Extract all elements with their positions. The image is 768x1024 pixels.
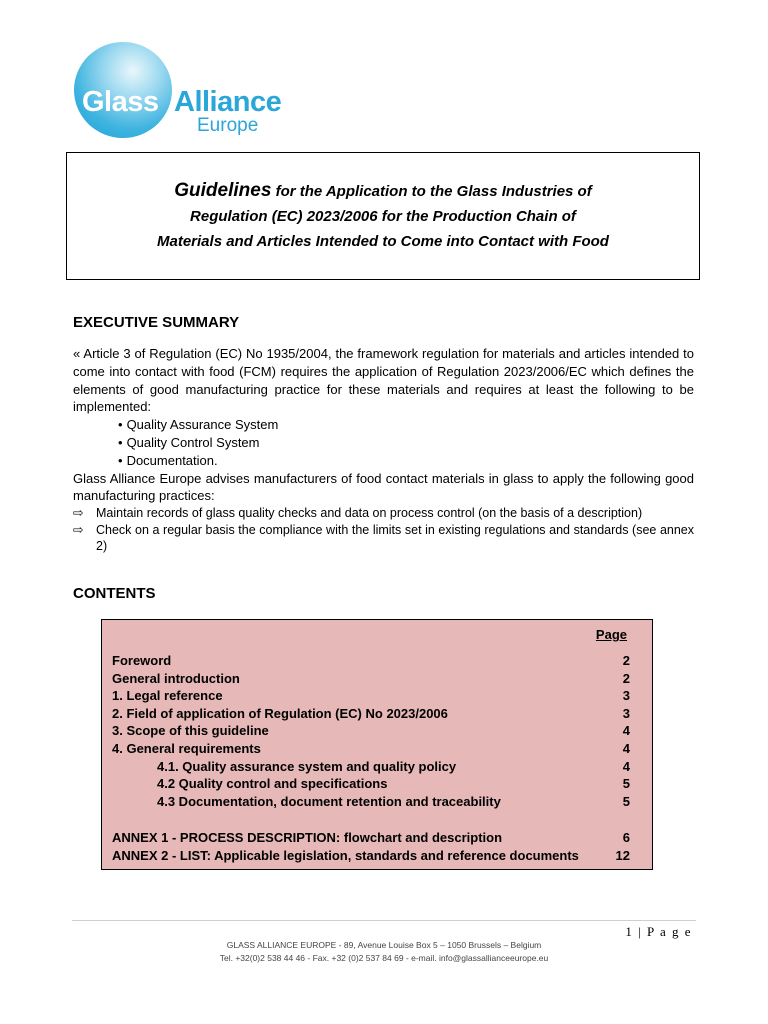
logo-word-europe: Europe bbox=[197, 115, 259, 136]
footer-address: GLASS ALLIANCE EUROPE - 89, Avenue Louise Box 5 – 1050 Brussels – Belgium bbox=[226, 940, 542, 950]
title-line-3: Materials and Articles Intended to Come into Contact with Food bbox=[157, 233, 609, 250]
arrow-right-icon: ⇨ bbox=[73, 522, 84, 537]
page-number: 1 | P a g e bbox=[625, 924, 692, 939]
arrow-right-icon: ⇨ bbox=[73, 506, 84, 521]
document-title-box bbox=[66, 152, 700, 280]
title-line-2: Regulation (EC) 2023/2006 for the Production Chain of bbox=[190, 208, 576, 225]
list-item: • Quality Control System bbox=[118, 434, 260, 450]
list-item: ⇨ Maintain records of glass quality checks and data on process control (on the basis of a description) bbox=[73, 506, 643, 521]
summary-paragraph-1: « Article 3 of Regulation (EC) No 1935/2004, the framework regulation for materials and articles intended to come into contact with food (FCM) requires the application of Regulation 2023/2006/EC which defines the elements of good manufacturing practice for these materials and requires at least the following to be implemented: bbox=[73, 346, 694, 415]
executive-summary-heading: EXECUTIVE SUMMARY bbox=[73, 314, 240, 331]
list-item: • Quality Assurance System bbox=[118, 417, 279, 433]
toc-row[interactable]: General introduction 2 bbox=[112, 670, 630, 686]
footer-contact: Tel. +32(0)2 538 44 46 - Fax. +32 (0)2 537 84 69 - e-mail. info@glassallianceeurope.eu bbox=[219, 953, 549, 963]
toc-row[interactable]: 4. General requirements 4 bbox=[112, 741, 630, 756]
glass-alliance-europe-logo bbox=[74, 42, 294, 142]
toc-row[interactable]: ANNEX 2 - LIST: Applicable legislation, standards and reference documents 12 bbox=[112, 847, 630, 863]
executive-summary-body bbox=[73, 345, 694, 555]
toc-row[interactable]: 4.1. Quality assurance system and quality policy 4 bbox=[157, 758, 630, 774]
toc-row[interactable]: 4.2 Quality control and specifications 5 bbox=[157, 776, 630, 792]
summary-paragraph-2: Glass Alliance Europe advises manufacturers of food contact materials in glass to apply the following good manufacturing practices: bbox=[73, 470, 694, 504]
logo-word-alliance: Alliance bbox=[174, 86, 282, 118]
list-item: • Documentation. bbox=[118, 452, 218, 468]
contents-heading: CONTENTS bbox=[73, 585, 156, 602]
logo-word-glass: Glass bbox=[82, 86, 159, 118]
toc-row[interactable]: 3. Scope of this guideline 4 bbox=[112, 723, 630, 739]
summary-bullet-list bbox=[73, 416, 694, 469]
title-line-1 bbox=[174, 178, 591, 204]
title-guidelines: Guidelines bbox=[174, 180, 272, 201]
toc-row[interactable]: Foreword 2 bbox=[112, 653, 630, 668]
summary-arrow-list bbox=[73, 505, 694, 555]
list-item: ⇨ Check on a regular basis the compliance with the limits set in existing regulations and standards (see annex 2) bbox=[73, 522, 694, 554]
toc-row[interactable]: 4.3 Documentation, document retention and traceability 5 bbox=[157, 793, 630, 809]
footer-divider bbox=[72, 920, 696, 921]
toc-row[interactable]: 1. Legal reference 3 bbox=[112, 688, 630, 704]
toc-row[interactable]: ANNEX 1 - PROCESS DESCRIPTION: flowchart and description 6 bbox=[112, 830, 630, 845]
table-of-contents bbox=[101, 619, 653, 870]
toc-page-column-header: Page bbox=[595, 627, 627, 642]
title-line-1-rest: for the Application to the Glass Industries of bbox=[271, 183, 592, 200]
toc-row[interactable]: 2. Field of application of Regulation (EC) No 2023/2006 3 bbox=[112, 705, 630, 721]
